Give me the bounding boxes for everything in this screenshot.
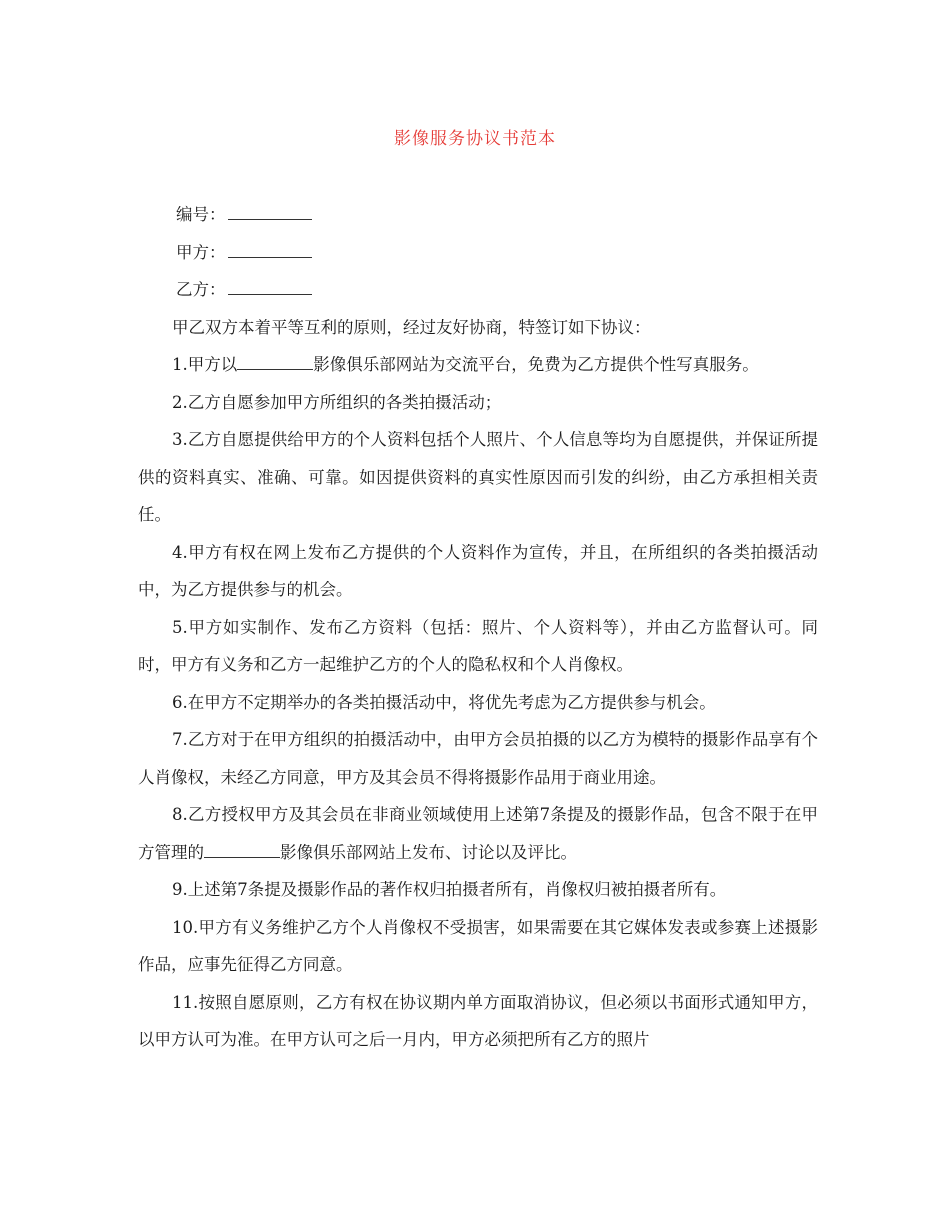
clause-1 — [138, 346, 818, 384]
clause-6: 6.在甲方不定期举办的各类拍摄活动中，将优先考虑为乙方提供参与机会。 — [172, 692, 716, 712]
field-number — [138, 196, 818, 234]
clause-3: 3.乙方自愿提供给甲方的个人资料包括个人照片、个人信息等均为自愿提供，并保证所提供的资料真实、准确、可靠。如因提供资料的真实性原因而引发的纠纷，由乙方承担相关责任。 — [138, 430, 818, 524]
clause-5: 5.甲方如实制作、发布乙方资料（包括：照片、个人资料等），并由乙方监督认可。同时，甲方有义务和乙方一起维护乙方的个人的隐私权和个人肖像权。 — [138, 617, 818, 674]
clause-7: 7.乙方对于在甲方组织的拍摄活动中，由甲方会员拍摄的以乙方为模特的摄影作品享有个人肖像权，未经乙方同意，甲方及其会员不得将摄影作品用于商业用途。 — [138, 730, 818, 787]
clause-4: 4.甲方有权在网上发布乙方提供的个人资料作为宣传，并且，在所组织的各类拍摄活动中，为乙方提供参与的机会。 — [138, 542, 818, 599]
clause-1-text-before: 1.甲方以 — [172, 355, 238, 374]
field-number-blank — [228, 202, 312, 220]
clause-9: 9.上述第7条提及摄影作品的著作权归拍摄者所有，肖像权归被拍摄者所有。 — [172, 880, 727, 899]
field-party-a-blank — [228, 239, 312, 257]
clause-8 — [138, 796, 818, 871]
clause-1-text-after: 影像俱乐部网站为交流平台，免费为乙方提供个性写真服务。 — [313, 355, 759, 374]
document-body — [138, 196, 818, 1059]
clause-2: 2.乙方自愿参加甲方所组织的各类拍摄活动； — [172, 392, 502, 412]
field-party-b-label: 乙方： — [176, 280, 226, 299]
clause-8-text-before: 8.乙方授权甲方及其会员在非商业领域使用上述第7条提及的摄影作品，包含不限于在甲方管理的 — [138, 805, 818, 862]
clause-11: 11.按照自愿原则，乙方有权在协议期内单方面取消协议，但必须以书面形式通知甲方，以甲方认可为准。在甲方认可之后一月内，甲方必须把所有乙方的照片 — [138, 992, 818, 1049]
field-number-label: 编号： — [176, 205, 226, 224]
clause-1-blank — [237, 352, 313, 370]
field-party-a — [138, 234, 818, 272]
intro-paragraph: 甲乙双方本着平等互利的原则，经过友好协商，特签订如下协议： — [172, 317, 651, 337]
clause-8-text-after: 影像俱乐部网站上发布、讨论以及评比。 — [280, 842, 577, 862]
field-party-b — [138, 271, 818, 309]
document-title: 影像服务协议书范本 — [394, 129, 556, 149]
clause-8-blank — [204, 839, 280, 857]
clause-10: 10.甲方有义务维护乙方个人肖像权不受损害，如果需要在其它媒体发表或参赛上述摄影作品，应事先征得乙方同意。 — [138, 917, 818, 974]
field-party-b-blank — [228, 277, 312, 295]
field-party-a-label: 甲方： — [176, 242, 226, 262]
